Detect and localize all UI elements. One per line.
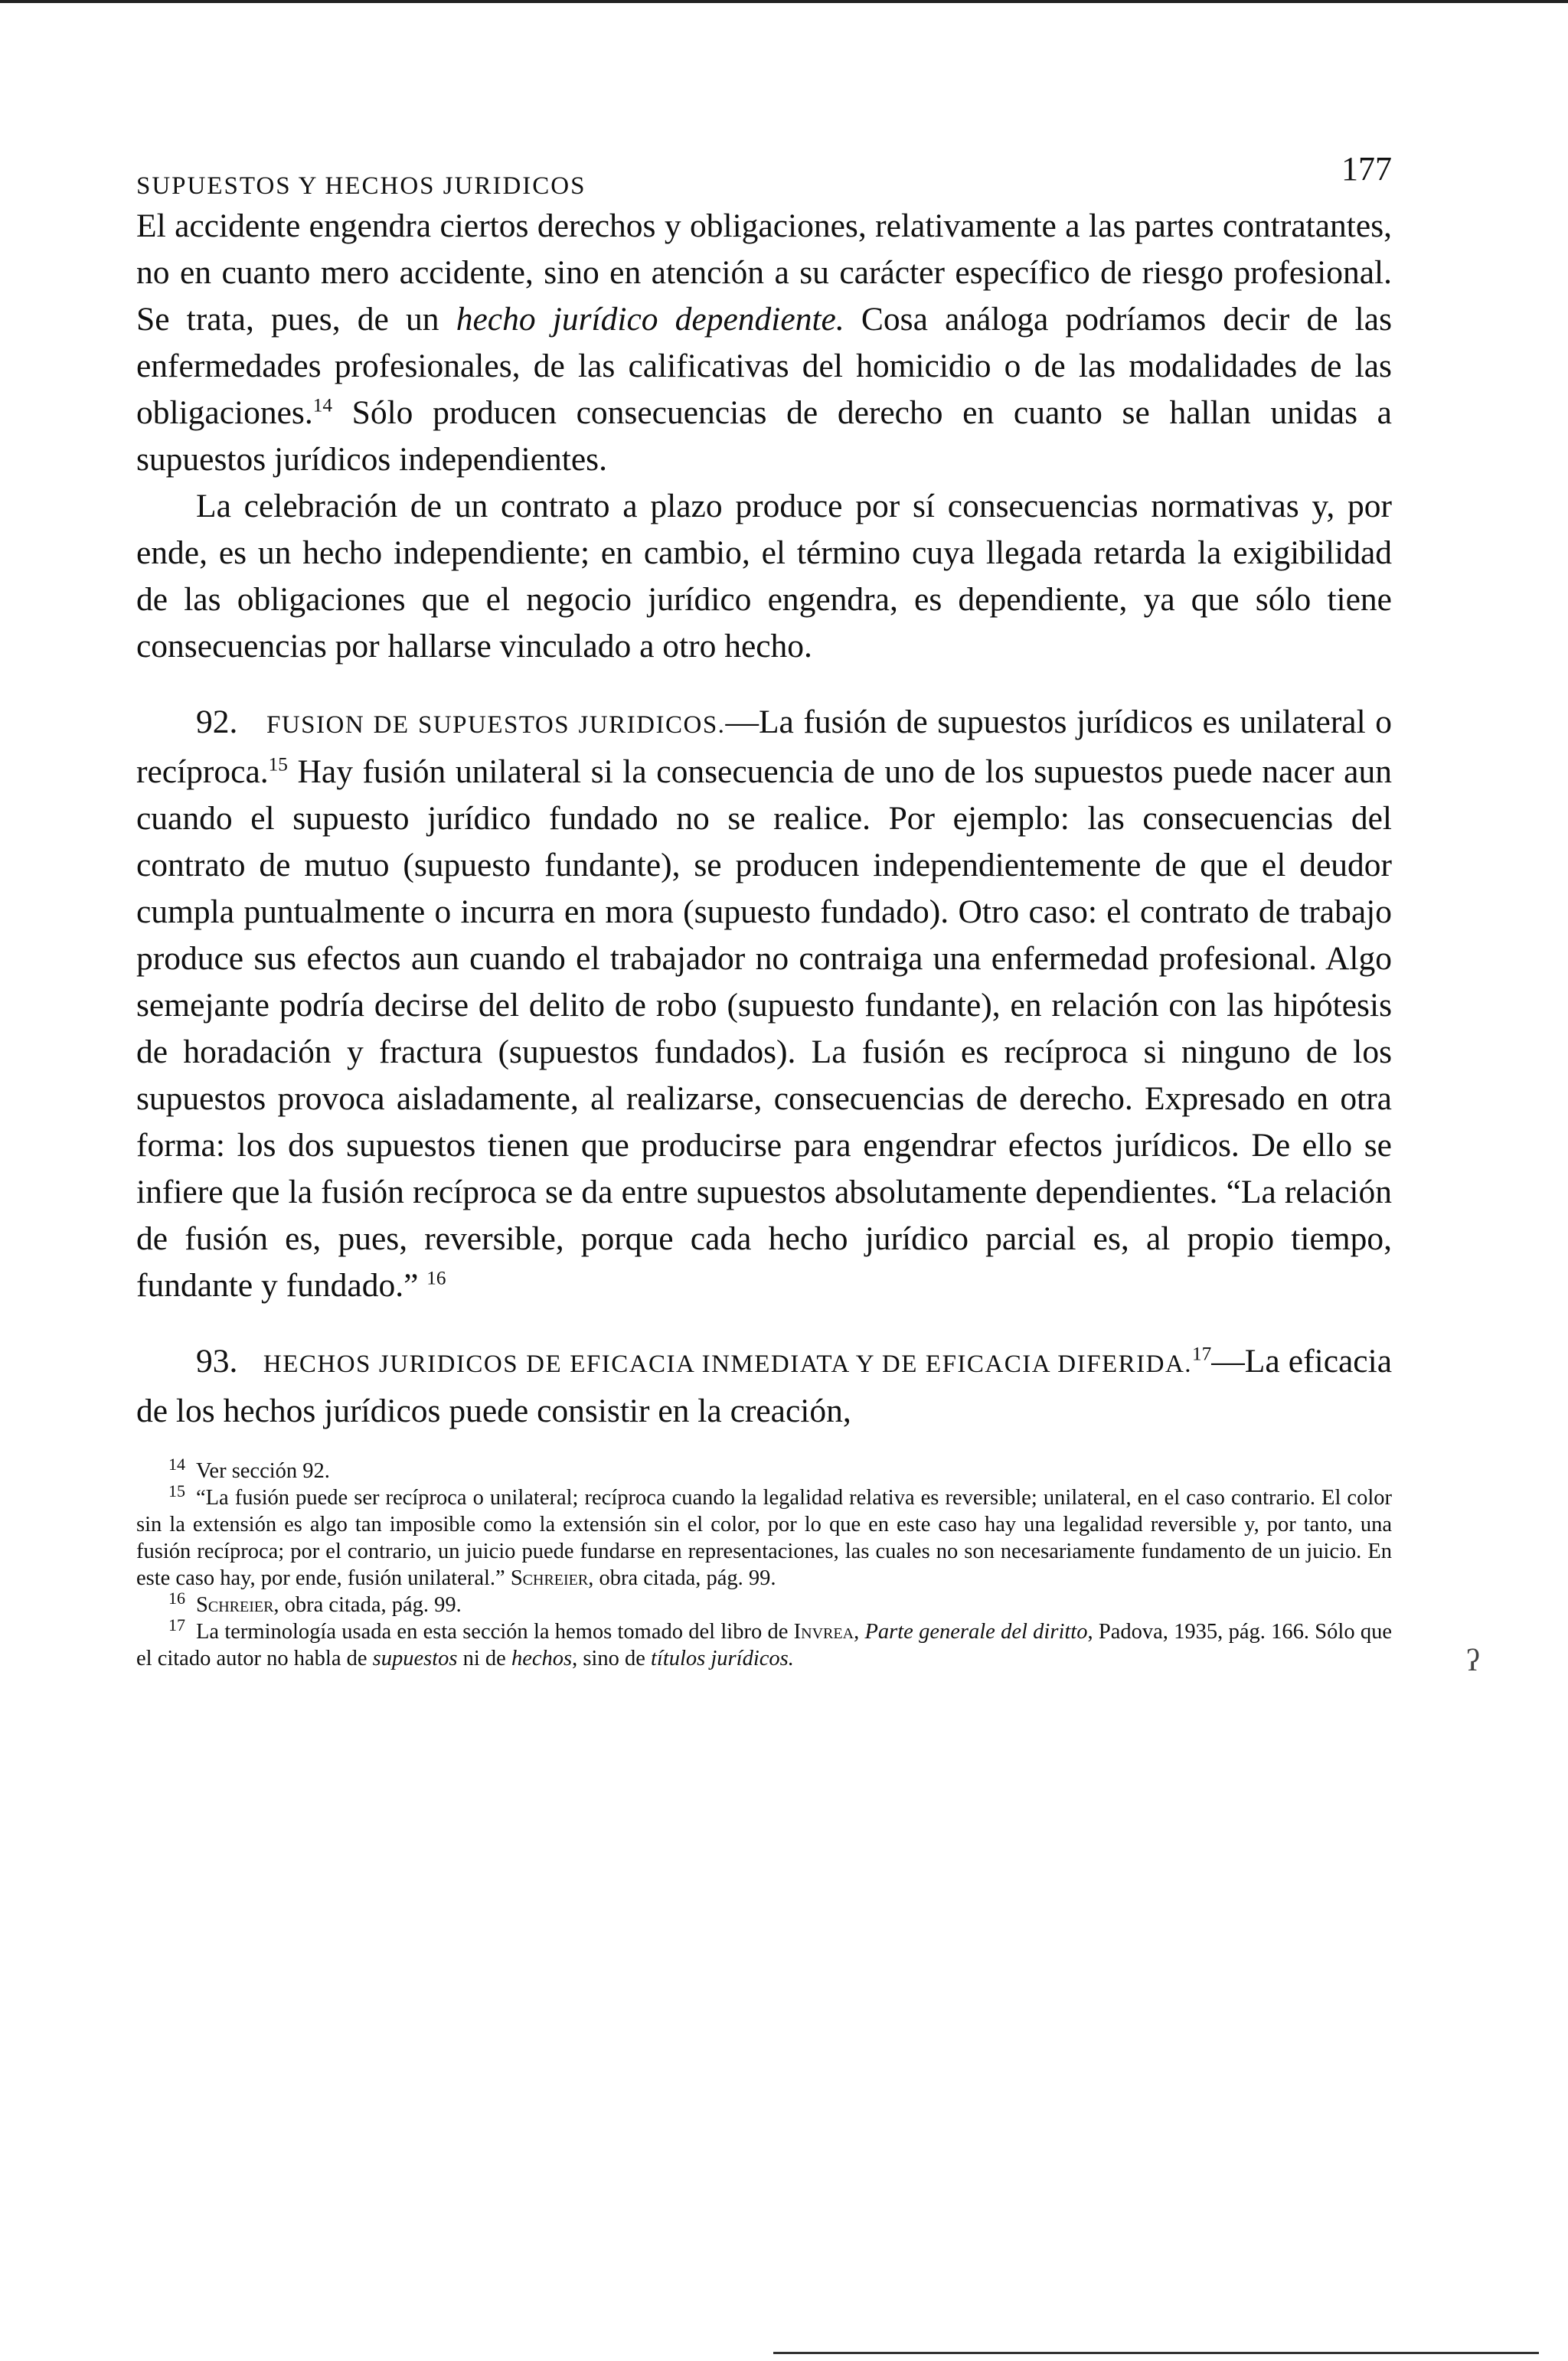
section-92-text-b: Hay fusión unilateral si la consecuencia de uno de los supuestos puede nacer aun cuando el supuesto jurídico fundado no se realice. Por ejemplo: las consecuencias del contrato de mutuo (supuesto fundante), se producen independientemente de que el deudor cumpla puntualmente o incurra en mora (supuesto fundado). Otro caso: el contrato de trabajo produce sus efectos aun cuando el trabajador no contraiga una enfermedad profesional. Algo semejante podría decirse del delito de robo (supuesto fundante), en relación con las hipótesis de horadación y fractura (supuestos fundados). La fusión es recíproca si ninguno de los supuestos provoca aisladamente, al realizarse, consecuencias de derecho. Expresado en otra forma: los dos supuestos tienen que producirse para engendrar efectos jurídicos. De ello se infiere que la fusión recíproca se da entre supuestos absolutamente dependientes. “La relación de fusión es, pues, reversible, porque cada hecho jurídico parcial es, al propio tiempo, fundante y fundado.” <box>136 753 1392 1304</box>
section-93-number: 93. <box>196 1343 238 1380</box>
footnote-16-mark: 16 <box>168 1588 185 1608</box>
book-page <box>136 149 1392 1672</box>
running-title: SUPUESTOS Y HECHOS JURIDICOS <box>136 172 586 200</box>
running-head <box>136 149 1392 203</box>
footnote-17-text-d: ni de <box>457 1647 511 1670</box>
p1-emphasis: hecho jurídico dependiente. <box>456 301 844 338</box>
footnote-15-text: “La fusión puede ser recíproca o unilateral; recíproca cuando la legalidad relativa es reversible; unilateral, en el caso contrario. El color sin la extensión es algo tan imposible como la extensión sin el color, por lo que en este caso hay una legalidad reversible y, por tanto, una fusión recíproca; por el contrario, un juicio puede fundarse en representaciones, las cuales no son necesariamente fundamento de un juicio. En este caso hay, por ende, fusión unilateral.” <box>136 1486 1392 1590</box>
section-92 <box>136 699 1392 1309</box>
footnote-14-mark: 14 <box>168 1454 185 1474</box>
footnote-17-text-e: , sino de <box>572 1647 651 1670</box>
section-93 <box>136 1338 1392 1435</box>
footnotes <box>136 1454 1393 1672</box>
footnote-ref-15: 15 <box>268 754 288 776</box>
footnote-17-em-1: supuestos <box>372 1647 458 1670</box>
section-92-text-a: —La fusión de supuestos jurídicos es unilateral o recíproca. <box>136 704 1392 790</box>
footnote-17-text-c: , Padova, 1935, pág. 166. Sólo que el citado autor no habla de <box>136 1620 1393 1670</box>
footnote-17-em-3: títulos jurídicos. <box>651 1647 794 1670</box>
footnote-17-book-title: Parte generale del diritto <box>864 1620 1088 1644</box>
footnote-17-text-b: , <box>854 1620 865 1644</box>
footnote-ref-14: 14 <box>312 395 332 416</box>
footnote-15-mark: 15 <box>168 1481 185 1501</box>
body-text <box>136 203 1392 1435</box>
footnote-17 <box>136 1615 1393 1672</box>
paragraph-2: La celebración de un contrato a plazo produce por sí consecuencias normativas y, por ende, es un hecho independiente; en cambio, el término cuya llegada retarda la exigibilidad de las obligaciones que el negocio jurídico engendra, es dependiente, ya que sólo tiene consecuencias por hallarse vinculado a otro hecho. <box>136 488 1392 665</box>
footnote-16-author: Schreier <box>196 1593 274 1617</box>
bottom-scan-rule <box>773 2352 1539 2354</box>
footnote-14-text: Ver sección 92. <box>196 1459 330 1483</box>
footnote-17-mark: 17 <box>168 1615 185 1634</box>
footnote-16 <box>136 1588 1392 1618</box>
footnote-15-author: Schreier <box>510 1566 589 1590</box>
footnote-ref-16: 16 <box>426 1268 446 1289</box>
footnote-ref-17: 17 <box>1192 1344 1212 1365</box>
footnote-14 <box>136 1454 1392 1484</box>
margin-pencil-mark: ʔ <box>1466 1643 1480 1677</box>
p1-text-a: El accidente engendra ciertos derechos y obligaciones, relativamente a las partes contratantes, no en cuanto mero accidente, sino en atención a su carácter específico de riesgo profesional. Se trata, pues, de un <box>136 207 1392 338</box>
p1-text-c: Sólo producen consecuencias de derecho en cuanto se hallan unidas a supuestos jurídicos independientes. <box>136 394 1392 478</box>
footnote-17-text-a: La terminología usada en esta sección la hemos tomado del libro de <box>196 1620 794 1644</box>
page-number: 177 <box>1341 150 1392 188</box>
paragraph-1 <box>136 203 1392 483</box>
section-93-heading: HECHOS JURIDICOS DE EFICACIA INMEDIATA Y DE EFICACIA DIFERIDA. <box>263 1350 1193 1378</box>
footnote-15 <box>136 1481 1392 1592</box>
section-92-heading: FUSION DE SUPUESTOS JURIDICOS. <box>266 711 726 739</box>
section-92-number: 92. <box>196 704 238 740</box>
footnote-15-citation: , obra citada, pág. 99. <box>588 1566 776 1590</box>
section-93-text-a: —La eficacia de los hechos jurídicos puede consistir en la creación, <box>136 1343 1393 1429</box>
footnote-17-em-2: hechos <box>511 1647 573 1670</box>
footnote-17-author: Invrea <box>793 1620 854 1644</box>
footnote-16-citation: , obra citada, pág. 99. <box>273 1593 462 1617</box>
top-edge-rule <box>0 0 1568 3</box>
p1-text-b: Cosa análoga podríamos decir de las enfermedades profesionales, de las calificativas del homicidio o de las modalidades de las obligaciones. <box>136 301 1393 431</box>
